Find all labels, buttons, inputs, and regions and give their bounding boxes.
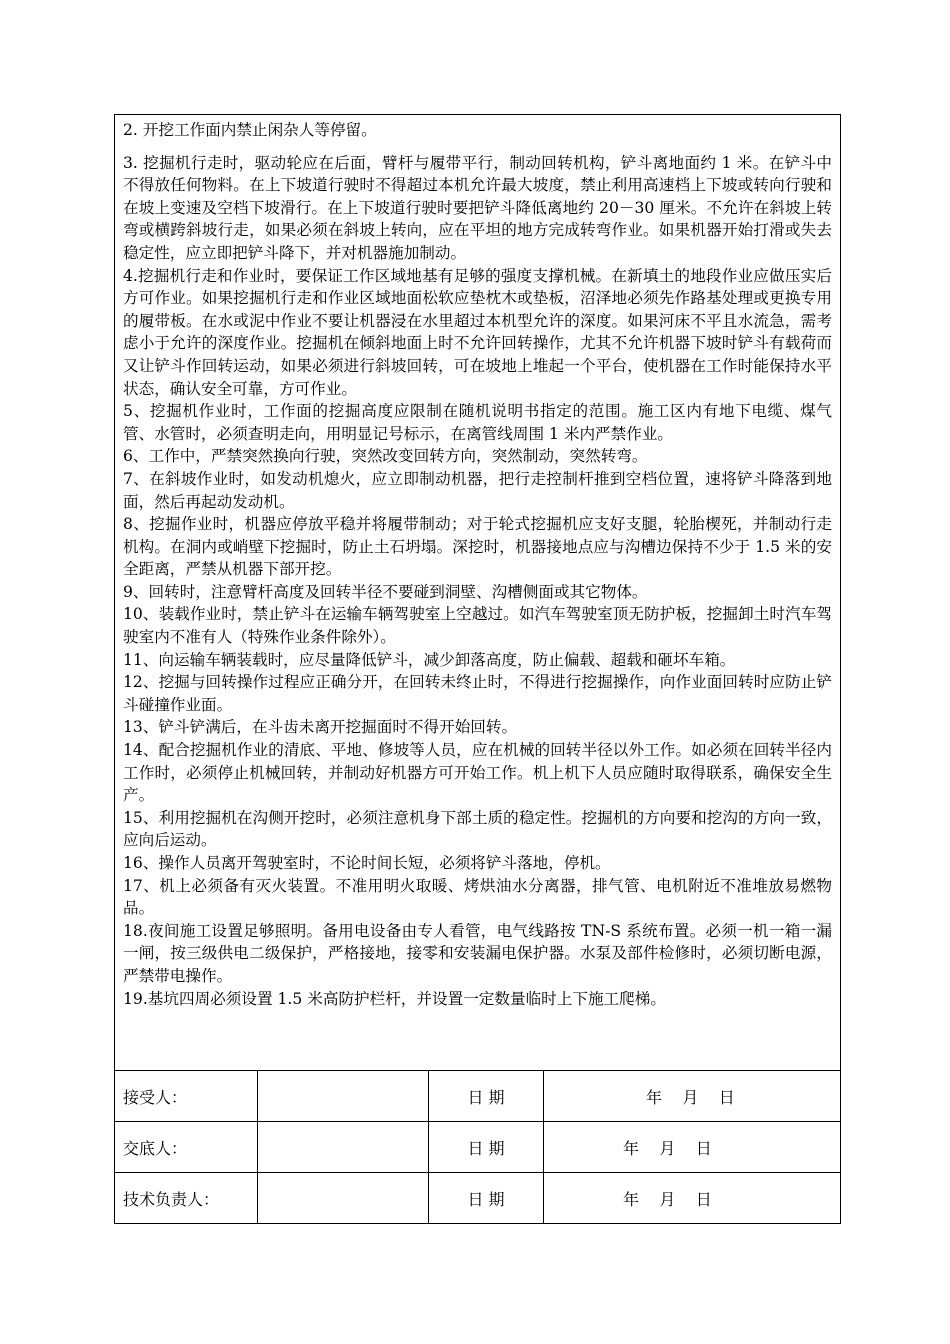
paragraph-16: 16、操作人员离开驾驶室时，不论时间长短，必须将铲斗落地，停机。 [123, 854, 611, 872]
paragraph-3: 3. 挖掘机行走时，驱动轮应在后面，臂杆与履带平行，制动回转机构，铲斗离地面约 1 米。在铲斗中不得放任何物料。在上下坡道行驶时不得超过本机允许最大坡度，禁止利用高速档上下坡或转向行驶和在坡上变速及空档下坡滑行。在上下坡道行驶时要把铲斗降低离地约 20－30 厘米。不允许在斜坡上转弯或横跨斜坡行走，如果必须在斜坡上转向，应在平坦的地方完成转弯作业。如果机器开始打滑或失去稳定性，应立即把铲斗降下，并对机器施加制动。 [123, 153, 832, 262]
signature-row-tech-lead [115, 1173, 840, 1224]
date-placeholder: 年 月 日 [623, 1190, 712, 1209]
signature-label: 接受人： [115, 1071, 258, 1121]
paragraph-11: 11、向运输车辆装载时，应尽量降低铲斗，减少卸落高度，防止偏载、超载和砸坏车箱。 [123, 650, 736, 669]
paragraph-4: 4.挖掘机行走和作业时，要保证工作区域地基有足够的强度支撑机械。在新填土的地段作业应做压实后方可作业。如果挖掘机行走和作业区域地面松软应垫枕木或垫板，沼泽地必须先作路基处理或更换专用的履带板。在水或泥中作业不要让机器浸在水里超过本机型允许的深度。如果河床不平且水流急，需考虑小于允许的深度作业。挖掘机在倾斜地面上时不允许回转操作，尤其不允许机器下坡时铲斗有载荷而又让铲斗作回转运动，如果必须进行斜坡回转，可在坡地上堆起一个平台，使机器在工作时能保持水平状态，确认安全可靠，方可作业。 [123, 266, 832, 398]
content-cell [115, 115, 840, 1071]
date-field[interactable] [544, 1122, 840, 1172]
paragraph-8: 8、挖掘作业时，机器应停放平稳并将履带制动；对于轮式挖掘机应支好支腿，轮胎楔死，并制动行走机构。在洞内或峭壁下挖掘时，防止土石坍塌。深挖时，机器接地点应与沟槽边保持不少于 1.5 米的安全距离，严禁从机器下部开挖。 [123, 515, 832, 579]
disclosure-table [114, 114, 841, 1224]
paragraph-18: 18.夜间施工设置足够照明。备用电设备由专人看管，电气线路按 TN-S 系统布置。必须一机一箱一漏一闸，按三级供电二级保护，严格接地，接零和安装漏电保护器。水泵及部件检修时，必须切断电源，严禁带电操作。 [123, 921, 832, 985]
date-label: 日 期 [429, 1122, 544, 1172]
paragraph-15: 15、利用挖掘机在沟侧开挖时，必须注意机身下部土质的稳定性。挖掘机的方向要和挖沟的方向一致，应向后运动。 [123, 808, 832, 850]
paragraph-6: 6、工作中，严禁突然换向行驶，突然改变回转方向，突然制动，突然转弯。 [123, 447, 648, 466]
paragraph-10: 10、装载作业时，禁止铲斗在运输车辆驾驶室上空越过。如汽车驾驶室顶无防护板，挖掘卸土时汽车驾驶室内不准有人（特殊作业条件除外）。 [123, 605, 832, 647]
paragraph-12: 12、挖掘与回转操作过程应正确分开，在回转未终止时，不得进行挖掘操作，向作业面回转时应防止铲斗碰撞作业面。 [123, 673, 832, 714]
date-field[interactable] [544, 1173, 840, 1224]
paragraph-19: 19.基坑四周必须设置 1.5 米高防护栏杆，并设置一定数量临时上下施工爬梯。 [123, 989, 666, 1008]
paragraph-14: 14、配合挖掘机作业的清底、平地、修坡等人员，应在机械的回转半径以外工作。如必须在回转半径内工作时，必须停止机械回转，并制动好机器方可开始工作。机上机下人员应随时取得联系，确保安全生产。 [123, 741, 832, 805]
signature-field[interactable] [258, 1071, 429, 1121]
paragraph-7: 7、在斜坡作业时，如发动机熄火，应立即制动机器，把行走控制杆推到空档位置，速将铲斗降落到地面，然后再起动发动机。 [123, 469, 832, 511]
paragraph-2: 2. 开挖工作面内禁止闲杂人等停留。 [123, 121, 377, 139]
signature-field[interactable] [258, 1173, 429, 1224]
signature-label: 交底人： [115, 1122, 258, 1172]
signature-row-discloser [115, 1122, 840, 1173]
paragraph-17: 17、机上必须备有灭火装置。不准用明火取暖、烤烘油水分离器，排气管、电机附近不准堆放易燃物品。 [123, 876, 832, 918]
paragraph-5: 5、挖掘机作业时，工作面的挖掘高度应限制在随机说明书指定的范围。施工区内有地下电缆、煤气管、水管时，必须查明走向，用明显记号标示，在离管线周围 1 米内严禁作业。 [123, 402, 832, 443]
signature-field[interactable] [258, 1122, 429, 1172]
date-field[interactable] [544, 1071, 840, 1121]
date-label: 日 期 [429, 1071, 544, 1121]
date-placeholder: 年 月 日 [623, 1138, 712, 1158]
date-placeholder: 年 月 日 [646, 1087, 735, 1107]
paragraph-13: 13、铲斗铲满后，在斗齿未离开挖掘面时不得开始回转。 [123, 718, 518, 737]
signature-row-receiver [115, 1071, 840, 1122]
signature-label: 技术负责人： [115, 1173, 258, 1224]
date-label: 日 期 [429, 1173, 544, 1224]
paragraph-9: 9、回转时，注意臂杆高度及回转半径不要碰到洞壁、沟槽侧面或其它物体。 [123, 582, 648, 601]
